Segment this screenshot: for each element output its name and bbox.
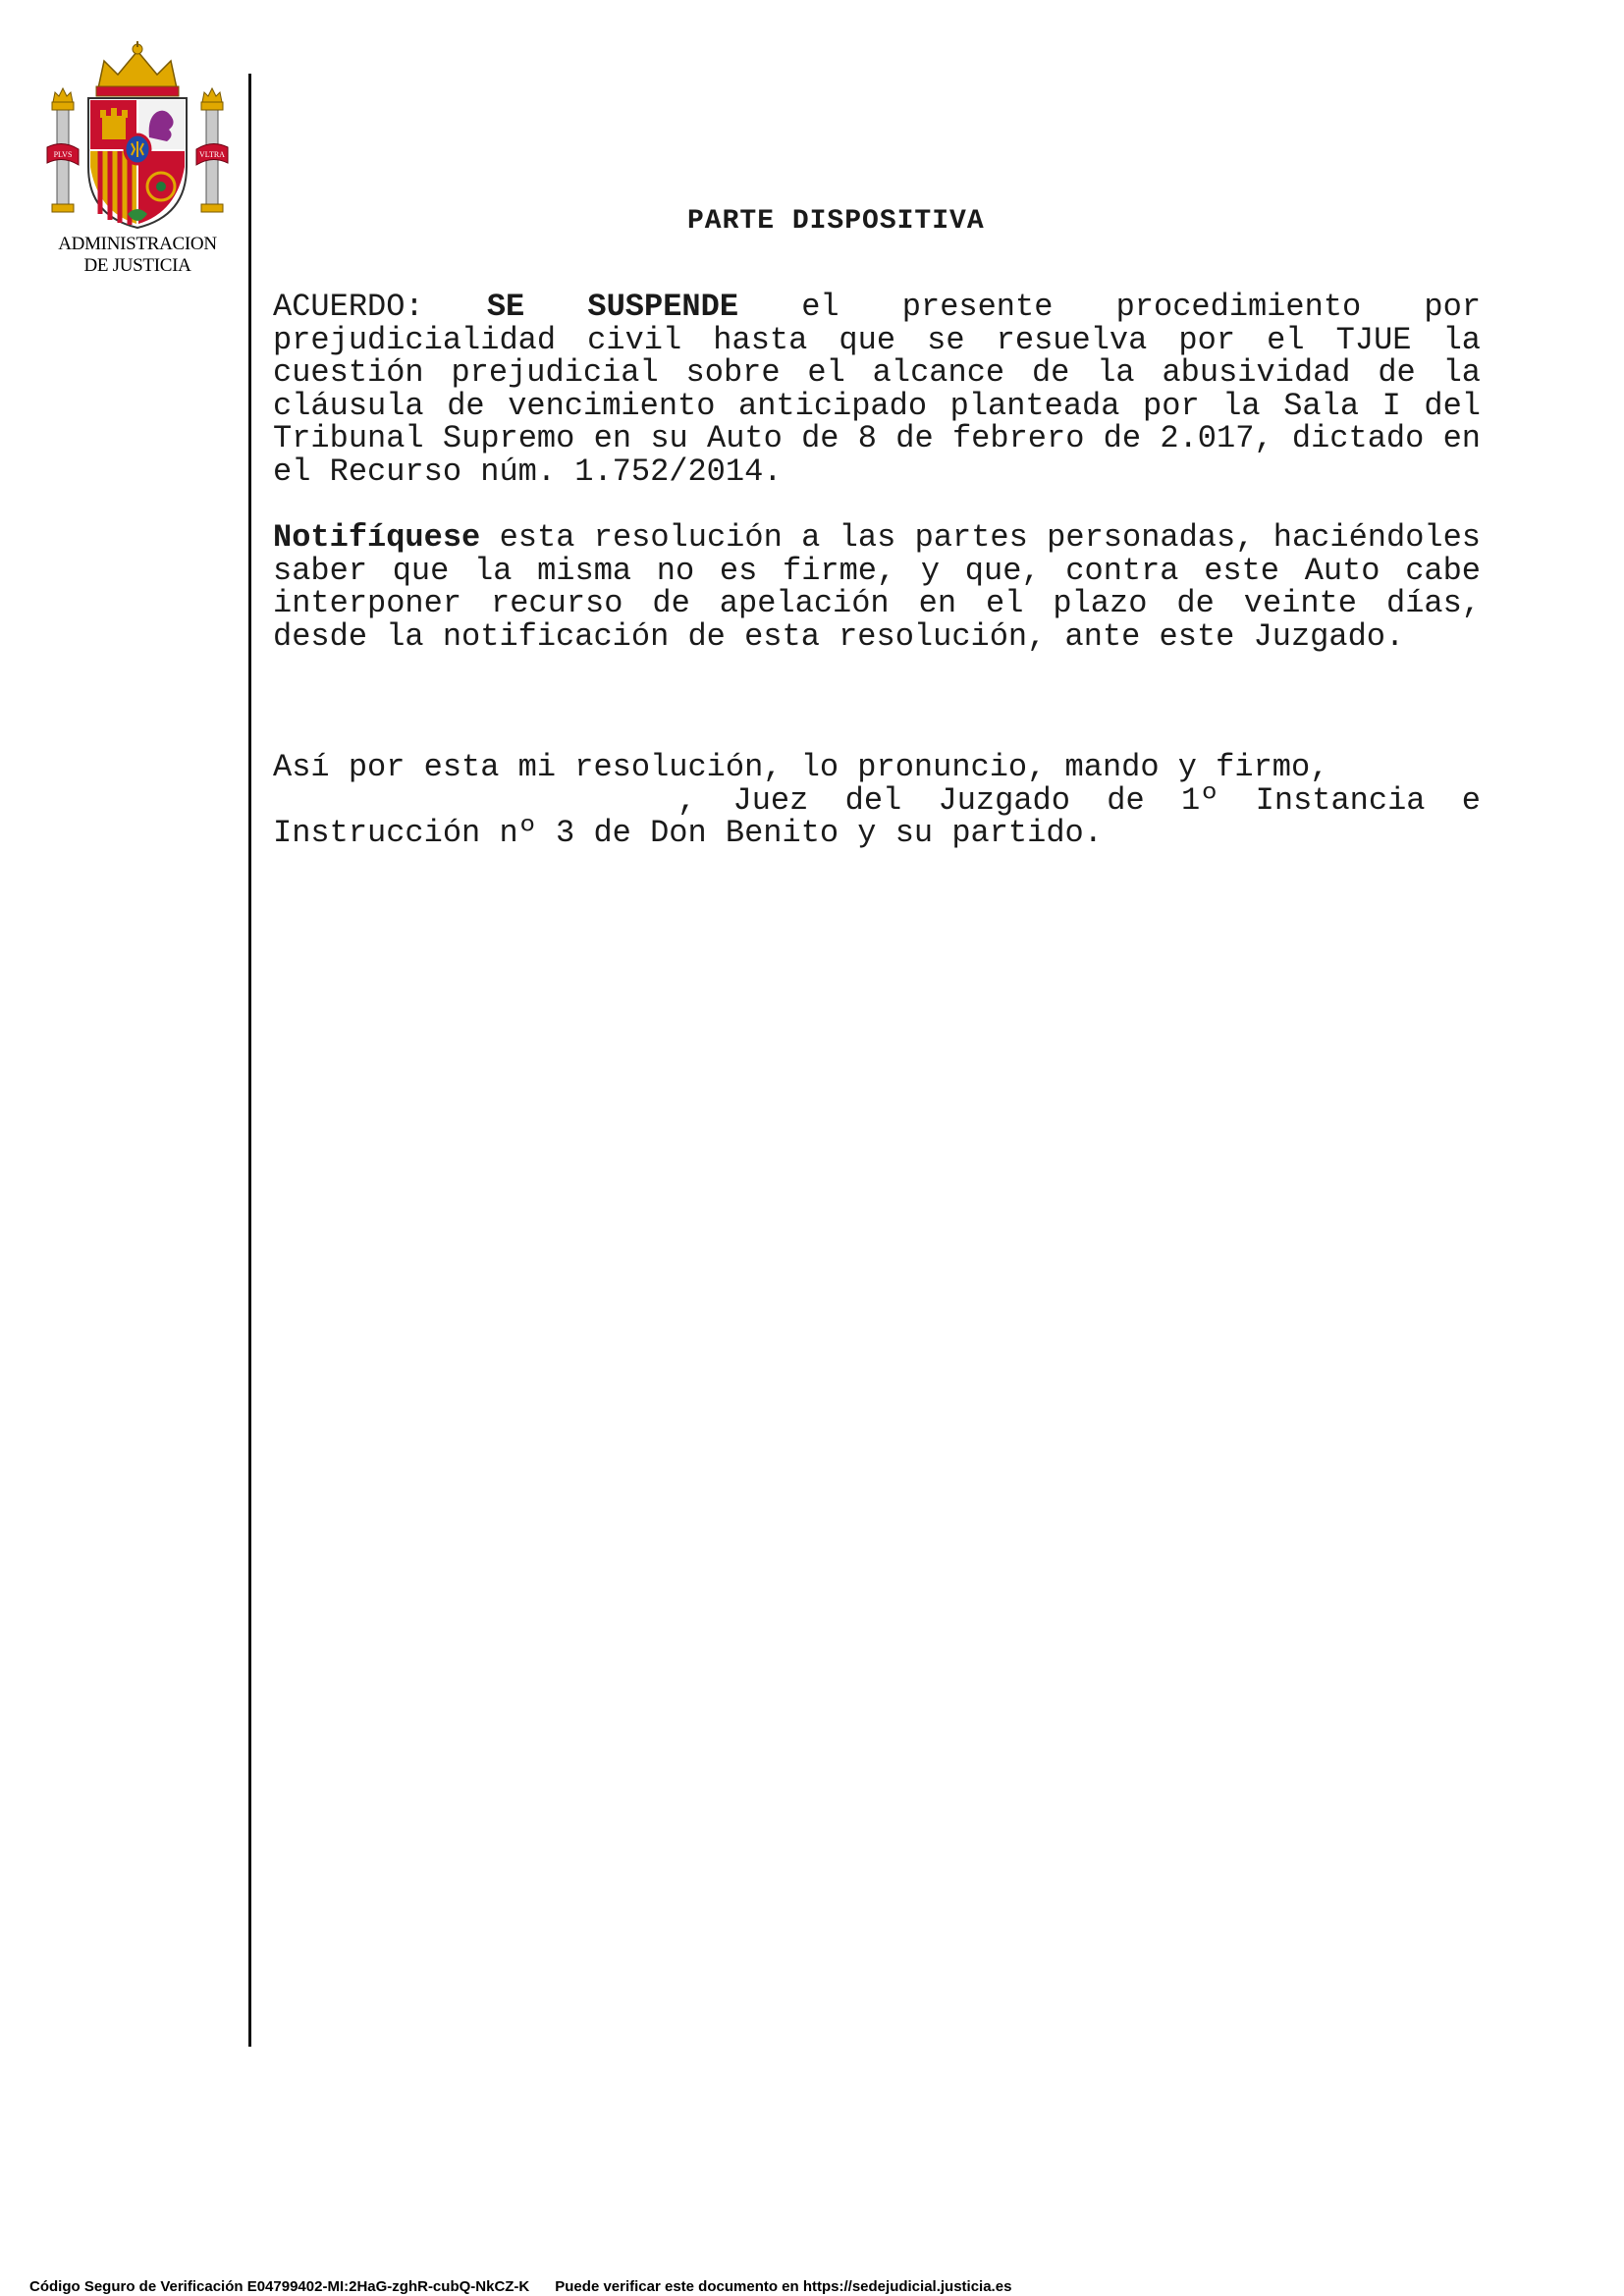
acuerdo-text: el presente procedimiento por prejudicialidad civil hasta que se resuelva por el TJUE la cuestión prejudicial sobre el alcance de la abusividad de la cláusula de vencimiento anticipado planteada por la Sala I del Tribunal Supremo en su Auto de 8 de febrero de 2.017, dictado en el Recurso núm. 1.752/2014. bbox=[273, 289, 1482, 490]
notificacion-paragraph bbox=[273, 521, 1481, 653]
acuerdo-label: ACUERDO: bbox=[273, 289, 424, 325]
verification-footer bbox=[29, 2278, 1011, 2295]
verify-link-text: Puede verificar este documento en https://sedejudicial.justicia.es bbox=[555, 2278, 1012, 2295]
emblem-banner-left: PLVS bbox=[53, 150, 73, 159]
acuerdo-paragraph bbox=[273, 291, 1481, 488]
org-name-line2: DE JUSTICIA bbox=[83, 255, 191, 276]
csv-code: Código Seguro de Verificación E04799402-MI:2HaG-zghR-cubQ-NkCZ-K bbox=[29, 2278, 530, 2295]
spanish-coat-of-arms-icon bbox=[39, 39, 236, 236]
acuerdo-emphasis: SE SUSPENDE bbox=[486, 289, 739, 325]
header-emblem bbox=[39, 39, 236, 290]
margin-rule bbox=[248, 74, 251, 2047]
org-name-line1: ADMINISTRACION bbox=[58, 234, 217, 254]
firma-line2: , Juez del Juzgado de 1º Instancia e Instrucción nº 3 de Don Benito y su partido. bbox=[273, 781, 1481, 851]
notificacion-emphasis: Notifíquese bbox=[273, 519, 481, 556]
notificacion-text: esta resolución a las partes personadas, haciéndoles saber que la misma no es firme, y que, contra este Auto cabe interponer recurso de apelación en el plazo de veinte días, desde la notificación de esta resolución, ante este Juzgado. bbox=[273, 519, 1481, 655]
emblem-banner-right: VLTRA bbox=[199, 150, 225, 159]
firma-line1: Así por esta mi resolución, lo pronuncio, mando y firmo, bbox=[273, 749, 1329, 785]
firma-paragraph bbox=[273, 751, 1481, 850]
document-heading: PARTE DISPOSITIVA bbox=[687, 206, 985, 237]
